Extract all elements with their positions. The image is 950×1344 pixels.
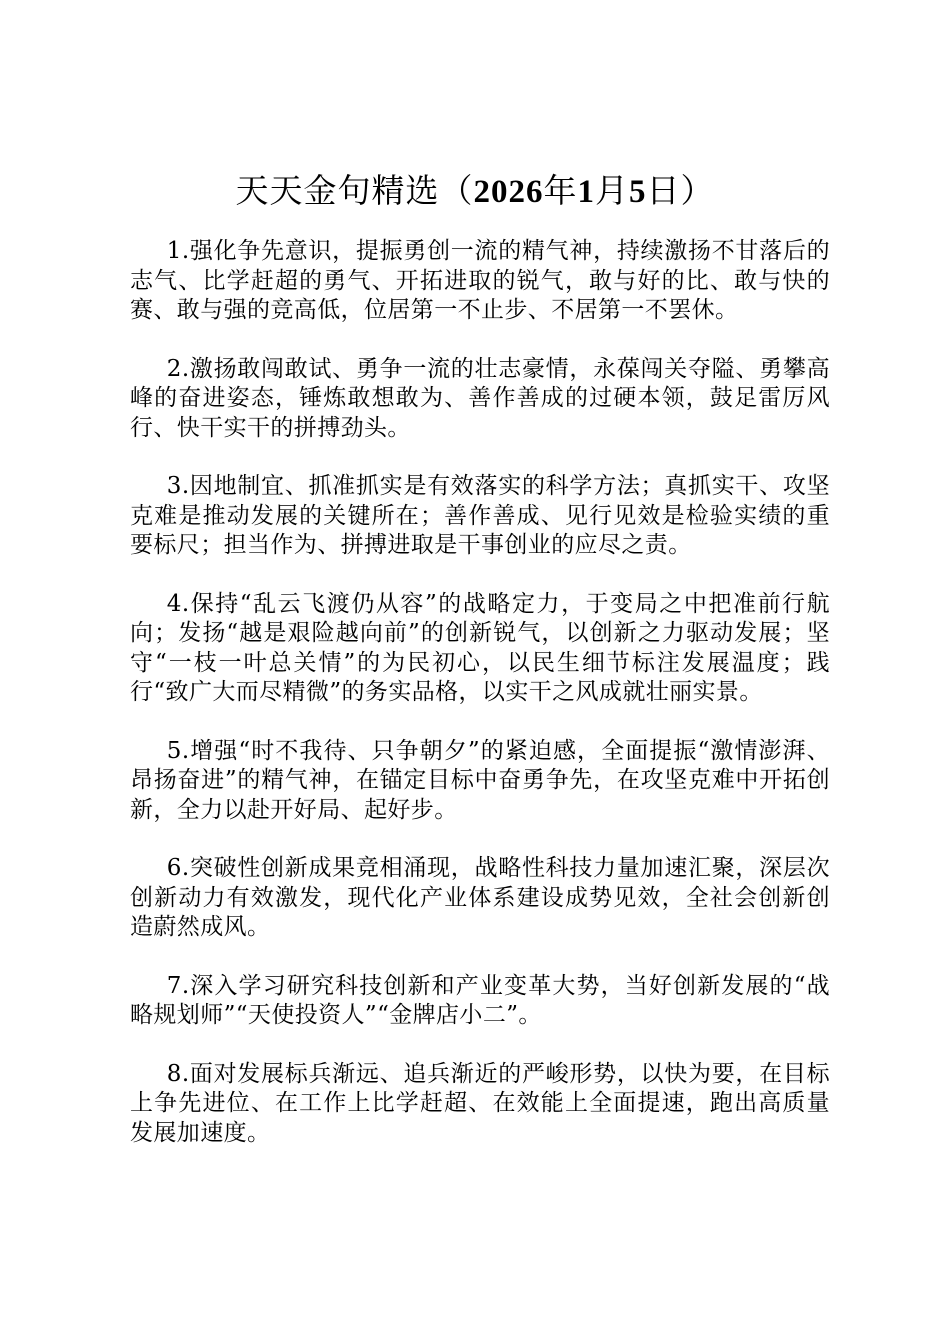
title-prefix: 天天金句精选（ (235, 171, 474, 210)
quote-paragraph-8: 8.面对发展标兵渐远、追兵渐近的严峻形势，以快为要，在目标上争先进位、在工作上比学赶超、在效能上全面提速，跑出高质量发展加速度。 (130, 1060, 830, 1146)
page-title (0, 168, 950, 215)
quotes-list (130, 237, 830, 1177)
title-suffix: 日） (646, 171, 715, 210)
quote-paragraph-5: 5.增强“时不我待、只争朝夕”的紧迫感，全面提振“激情澎湃、昂扬奋进”的精气神，在锚定目标中奋勇争先，在攻坚克难中开拓创新，全力以赴开好局、起好步。 (130, 737, 830, 823)
title-year-unit: 年 (543, 171, 578, 210)
title-day: 5 (629, 174, 647, 210)
quote-paragraph-2: 2.激扬敢闯敢试、勇争一流的壮志豪情，永葆闯关夺隘、勇攀高峰的奋进姿态，锤炼敢想敢为、善作善成的过硬本领，鼓足雷厉风行、快干实干的拼搏劲头。 (130, 355, 830, 441)
quote-paragraph-7: 7.深入学习研究科技创新和产业变革大势，当好创新发展的“战略规划师”“天使投资人”“金牌店小二”。 (130, 972, 830, 1028)
title-year: 2026 (473, 174, 544, 210)
quote-paragraph-1: 1.强化争先意识，提振勇创一流的精气神，持续激扬不甘落后的志气、比学赶超的勇气、开拓进取的锐气，敢与好的比、敢与快的赛、敢与强的竞高低，位居第一不止步、不居第一不罢休。 (130, 238, 830, 323)
title-month: 1 (577, 174, 595, 210)
title-month-unit: 月 (595, 171, 629, 210)
quote-paragraph-3: 3.因地制宜、抓准抓实是有效落实的科学方法；真抓实干、攻坚克难是推动发展的关键所在；善作善成、见行见效是检验实绩的重要标尺；担当作为、拼搏进取是干事创业的应尽之责。 (130, 473, 830, 558)
quote-paragraph-4: 4.保持“乱云飞渡仍从容”的战略定力，于变局之中把准前行航向；发扬“越是艰险越向前”的创新锐气，以创新之力驱动发展；坚守“一枝一叶总关情”的为民初心，以民生细节标注发展温度；践行“致广大而尽精微”的务实品格，以实干之风成就壮丽实景。 (130, 590, 830, 705)
quote-paragraph-6: 6.突破性创新成果竞相涌现，战略性科技力量加速汇聚，深层次创新动力有效激发，现代化产业体系建设成势见效，全社会创新创造蔚然成风。 (130, 855, 830, 940)
